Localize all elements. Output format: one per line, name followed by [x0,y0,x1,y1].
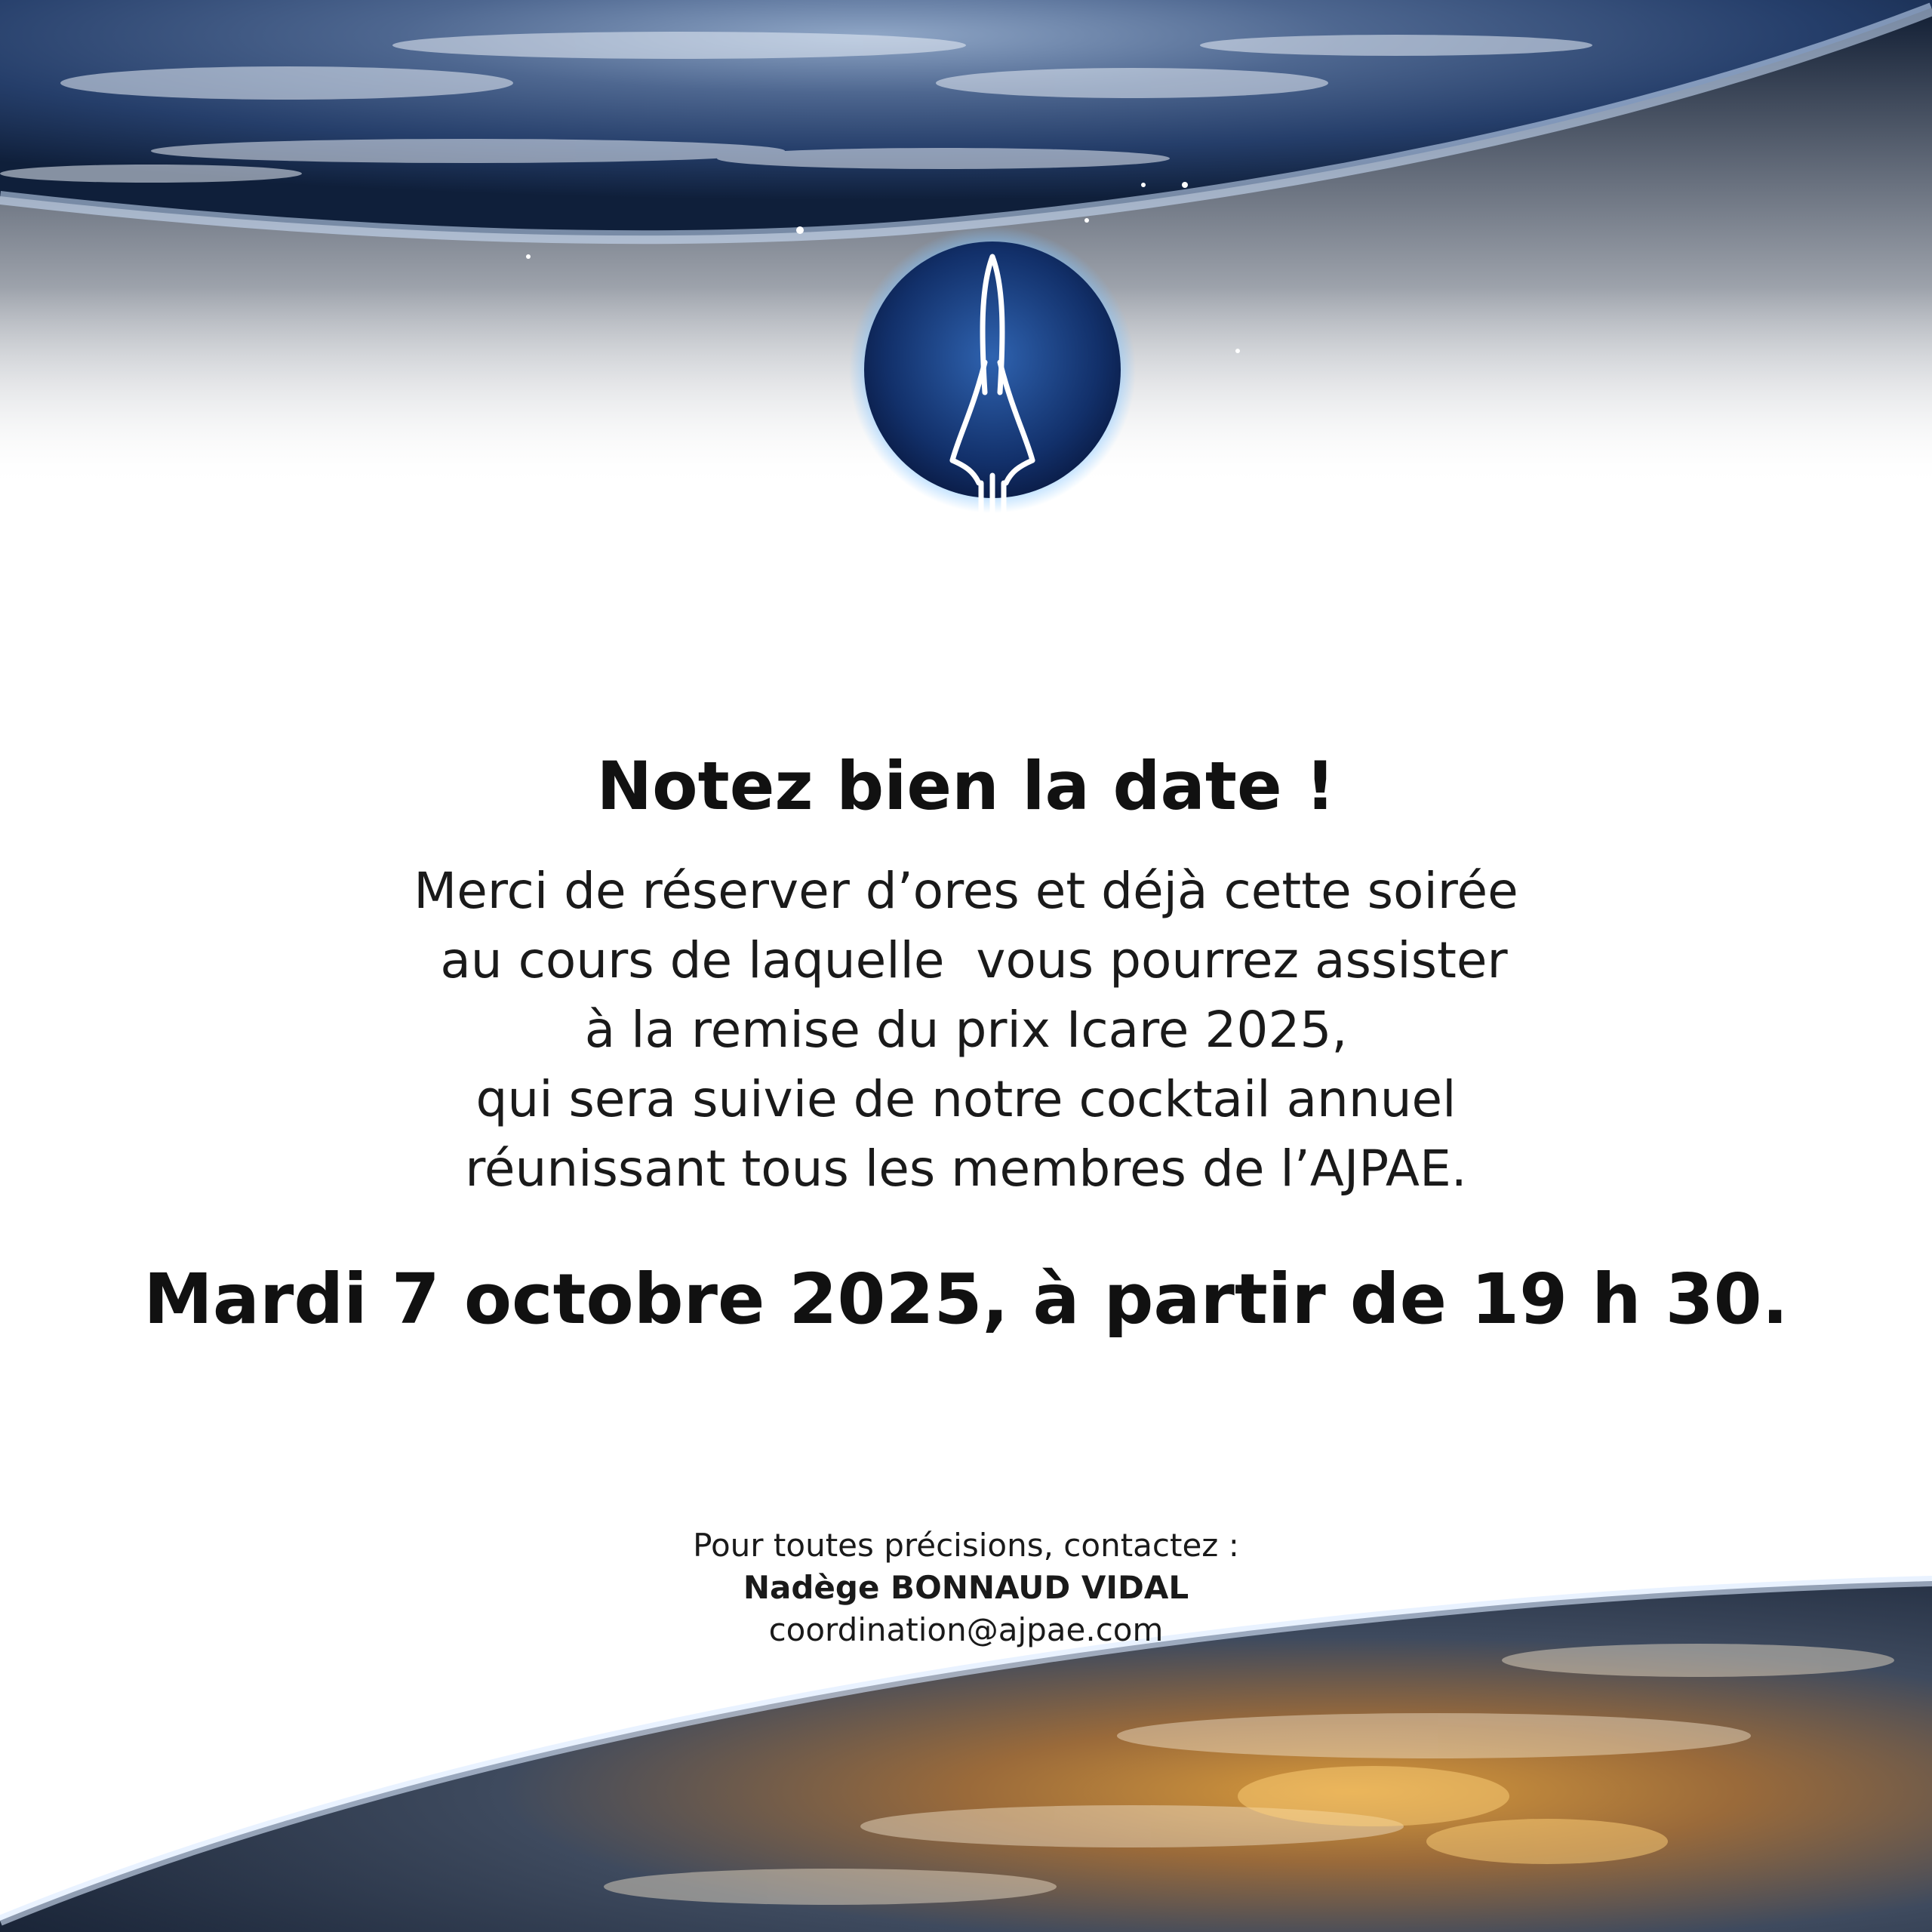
body-line: à la remise du prix Icare 2025, [584,1001,1348,1059]
headline: Notez bien la date ! [596,747,1336,825]
body-line: Merci de réserver d’ores et déjà cette soirée [414,862,1518,920]
contact-email[interactable]: coordination@ajpae.com [768,1611,1164,1648]
contact-block [0,1524,1932,1651]
contact-intro: Pour toutes précisions, contactez : [693,1527,1239,1564]
body-line: qui sera suivie de notre cocktail annuel [475,1070,1457,1128]
body-line: au cours de laquelle vous pourrez assister [424,931,1508,989]
body-line: réunissant tous les membres de l’AJPAE. [465,1140,1467,1198]
event-date: Mardi 7 octobre 2025, à partir de 19 h 30. [143,1259,1789,1340]
invitation-body [0,857,1932,1204]
contact-name: Nadège BONNAUD VIDAL [743,1569,1189,1606]
